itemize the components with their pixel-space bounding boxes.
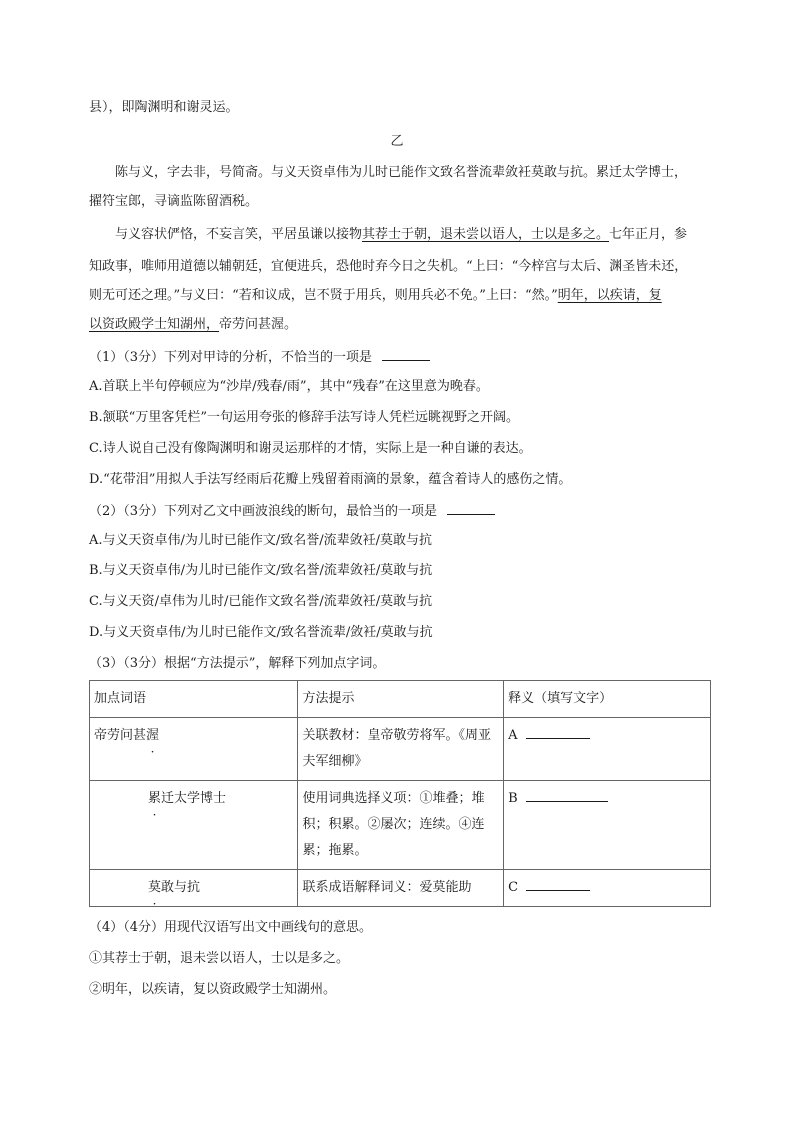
option-d: D.与义天资卓伟/为儿时已能作文/致名誉流辈/敛衽/莫敢与抗 [89,625,433,640]
hint-cell: 使用词典选择义项：①堆叠；堆积；积累。②屡次；连续。④连累；拖累。 [298,781,504,870]
word-text: 帝劳问甚 [94,728,147,743]
underlined-sentence-2: 以资政殿学士知湖州， [89,317,220,332]
word-cell [90,718,298,781]
passage-line: 陈与义，字去非，号简斋。与义天资卓伟为儿时已能作文致名誉流辈敛衽莫敢与抗。累迁太学博士， [115,165,688,180]
answer-blank[interactable] [526,724,590,739]
answer-cell [504,718,711,781]
section-title: 乙 [390,134,404,149]
option-b: B.与义天资卓伟/为儿时已能作文/致名誉/流辈敛衽/莫敢与抗 [89,563,433,578]
answer-blank[interactable] [526,787,608,802]
passage-line: 知政事，唯师用道德以辅朝廷，宜便进兵，恐他时弃今日之失机。“上曰：“今梓宫与太后、渊圣皆未还， [89,259,688,274]
word-cell [90,870,298,907]
question-1-stem [89,346,430,368]
answer-blank[interactable] [526,876,590,891]
word-cell [90,781,298,870]
option-c: C.与义天资/卓伟为儿时/已能作文致名誉/流辈敛衽/莫敢与抗 [89,594,433,609]
passage-text: 七年正月，参 [609,227,688,242]
question-4-stem: （4）（4分）用现代汉语写出文中画线句的意思。 [89,920,373,935]
table-header-cell: 方法提示 [298,681,504,718]
passage-text: 则无可还之理。”与义曰：“若和议成，岂不贤于用兵，则用兵必不免。”上曰：“然。” [89,288,558,303]
answer-cell [504,781,711,870]
option-c: C.诗人说自己没有像陶渊明和谢灵运那样的才情，实际上是一种自谦的表达。 [89,441,532,456]
table-row [90,870,711,907]
option-a: A.首联上半句停顿应为“沙岸/残春/雨”，其中“残春”在这里意为晚春。 [89,379,489,394]
translate-sentence-2: ②明年，以疾请，复以资政殿学士知湖州。 [89,982,337,997]
translate-sentence-1: ①其荐士于朝，退未尝以语人，士以是多之。 [89,951,350,966]
option-a: A.与义天资卓伟/为儿时已能作文/致名誉/流辈敛衽/莫敢与抗 [89,533,433,548]
answer-blank[interactable] [447,500,495,515]
answer-label: A [508,728,518,743]
passage-text: 帝劳问甚渥。 [219,317,298,332]
vocab-table [89,680,711,907]
option-d: D.“花带泪”用拟人手法写经雨后花瓣上残留着雨滴的景象，蕴含着诗人的感伤之情。 [89,472,572,487]
passage-line: 擢符宝郎，寻谪监陈留酒税。 [89,194,259,209]
table-row [90,718,711,781]
table-header-cell: 释义（填写文字） [504,681,711,718]
hint-cell: 关联教材：皇帝敬劳将军。《周亚夫军细柳》 [298,718,504,781]
passage-line [89,286,662,306]
dotted-character: 累 [148,791,162,806]
question-2-stem [89,500,495,522]
answer-cell [504,870,711,907]
passage-line [89,315,297,335]
option-b: B.颔联“万里客凭栏”一句运用夸张的修辞手法写诗人凭栏远眺视野之开阔。 [89,410,519,425]
underlined-sentence-1: 其荐士于朝，退未尝以语人，士以是多之。 [362,227,610,242]
table-header-cell: 加点词语 [90,681,298,718]
answer-blank[interactable] [382,346,430,361]
table-header-row [90,681,711,718]
underlined-sentence-2: 明年，以疾请，复 [557,288,662,303]
question-text: （2）（3分）下列对乙文中画波浪线的断句，最恰当的一项是 [89,504,438,519]
hint-cell: 联系成语解释词义：爱莫能助 [298,870,504,907]
question-3-stem: （3）（3分）根据“方法提示”，解释下列加点字词。 [89,656,386,671]
table-row [90,781,711,870]
question-text: （1）（3分）下列对甲诗的分析，不恰当的一项是 [89,350,373,365]
dotted-character: 莫 [148,880,162,895]
word-text: 敢与抗 [161,880,201,895]
intro-tail: 县），即陶渊明和谢灵运。 [89,100,239,115]
answer-label: B [508,791,518,806]
passage-line [115,225,687,245]
answer-label: C [508,880,519,895]
dotted-character: 渥 [146,728,160,743]
word-text: 迁太学博士 [161,791,227,806]
passage-text: 与义容状俨恪，不妄言笑，平居虽谦以接物 [115,227,363,242]
